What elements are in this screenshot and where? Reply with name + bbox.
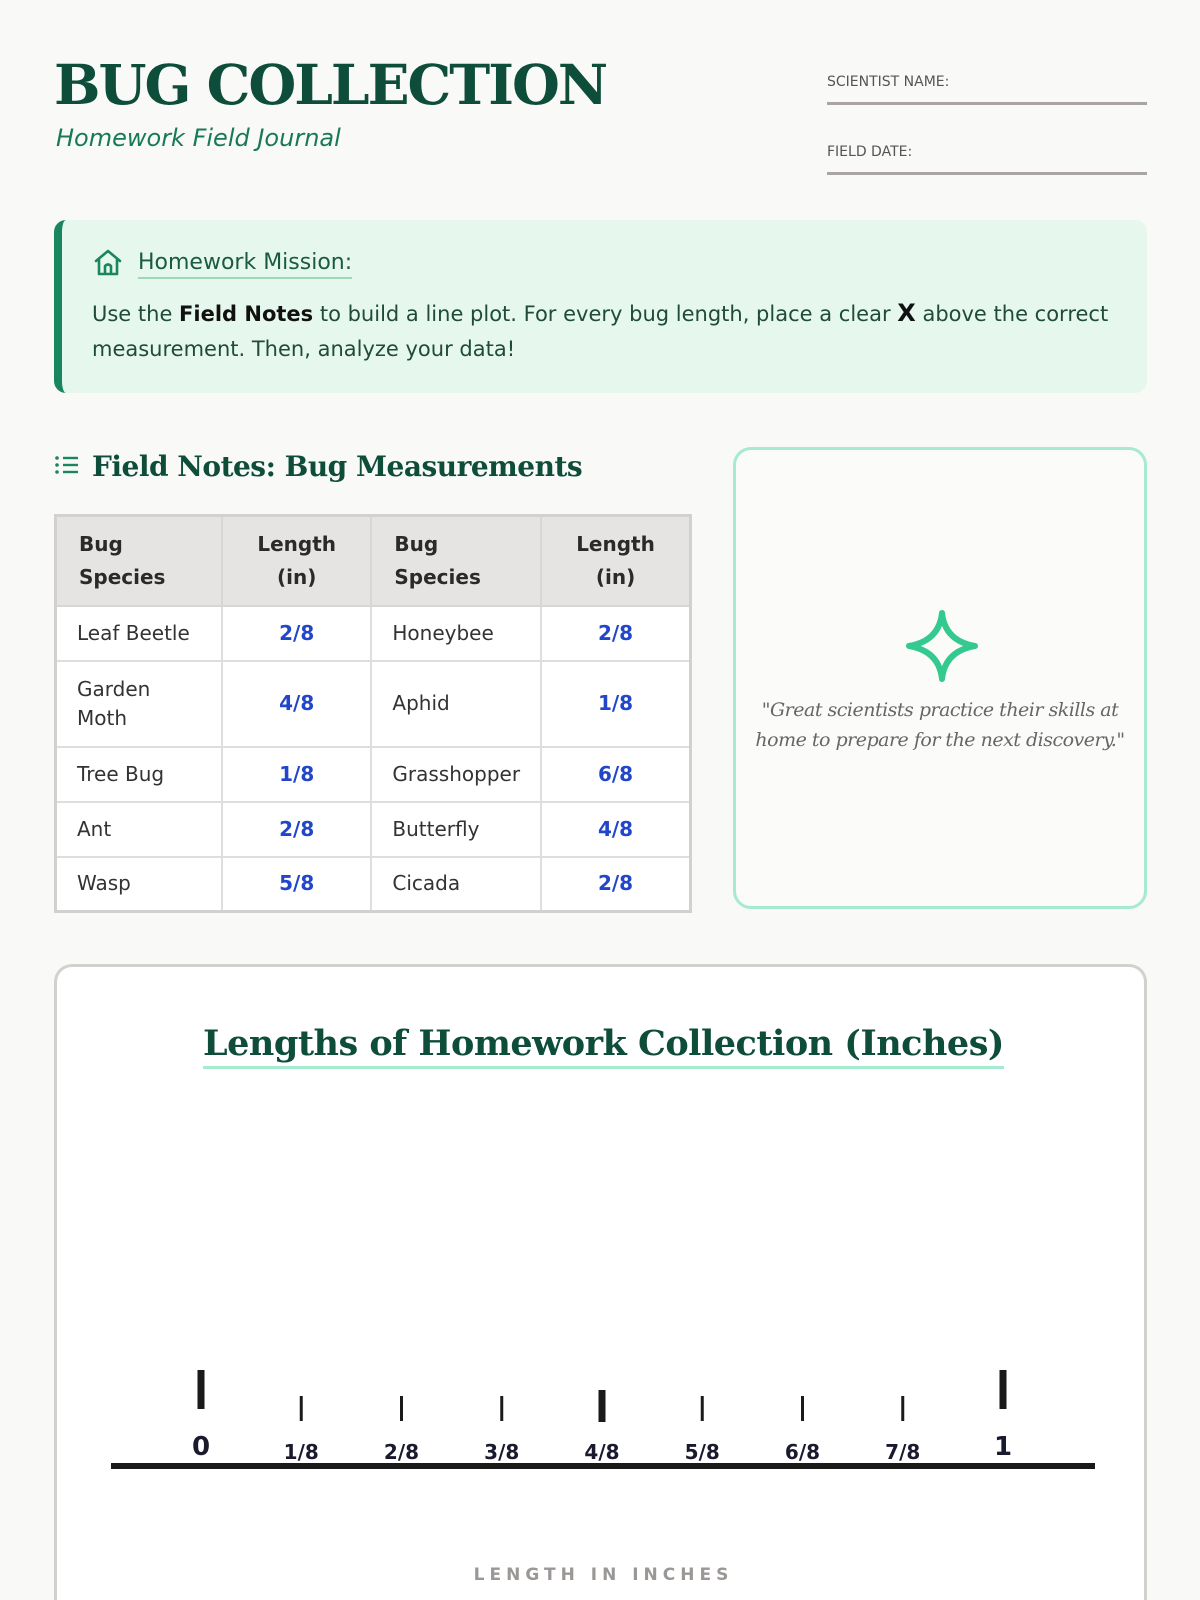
page-title: BUG COLLECTION bbox=[54, 52, 607, 117]
species-cell: Honeybee bbox=[371, 606, 541, 661]
plot-title: Lengths of Homework Collection (Inches) bbox=[203, 1023, 1004, 1069]
home-icon bbox=[92, 246, 124, 282]
column-header: Length (in) bbox=[222, 516, 371, 606]
field-date-label: FIELD DATE: bbox=[827, 144, 913, 160]
length-cell: 1/8 bbox=[541, 661, 690, 747]
field-notes-header bbox=[54, 450, 582, 483]
species-cell: Leaf Beetle bbox=[56, 606, 222, 661]
tick-label: 5/8 bbox=[684, 1440, 720, 1464]
x-axis-label: LENGTH IN INCHES bbox=[473, 1565, 734, 1585]
length-cell: 4/8 bbox=[541, 802, 690, 857]
length-cell: 2/8 bbox=[541, 857, 690, 912]
length-cell: 4/8 bbox=[222, 661, 371, 747]
field-date-field[interactable] bbox=[827, 144, 1147, 175]
tick-label: 1 bbox=[993, 1432, 1013, 1462]
line-plot-card bbox=[54, 964, 1147, 1600]
field-notes-title: Field Notes: Bug Measurements bbox=[92, 450, 583, 483]
species-cell: Ant bbox=[56, 802, 222, 857]
x-mark-symbol: X bbox=[897, 299, 916, 327]
mission-title: Homework Mission: bbox=[138, 250, 352, 279]
quote-card bbox=[733, 447, 1147, 909]
species-cell: Tree Bug bbox=[56, 747, 222, 802]
length-cell: 5/8 bbox=[222, 857, 371, 912]
species-cell: Garden Moth bbox=[56, 661, 222, 747]
table-row bbox=[56, 802, 691, 857]
quote-text: "Great scientists practice their skills at home to prepare for the next discovery." bbox=[755, 699, 1125, 751]
line-plot-chart[interactable] bbox=[57, 967, 1150, 1600]
table-row bbox=[56, 606, 691, 661]
tick-label: 6/8 bbox=[784, 1440, 821, 1464]
scientist-name-label: SCIENTIST NAME: bbox=[827, 74, 950, 90]
length-cell: 2/8 bbox=[541, 606, 690, 661]
species-cell: Wasp bbox=[56, 857, 222, 912]
species-cell: Butterfly bbox=[371, 802, 541, 857]
list-icon bbox=[54, 453, 80, 481]
column-header: Length (in) bbox=[541, 516, 690, 606]
tick-label: 0 bbox=[191, 1432, 211, 1462]
length-cell: 2/8 bbox=[222, 606, 371, 661]
scientist-name-field[interactable] bbox=[827, 74, 1147, 105]
length-cell: 1/8 bbox=[222, 747, 371, 802]
mission-instructions: Use the Field Notes to build a line plot. For every bug length, place a clear X above the correct measurement. Then, analyze your data! bbox=[92, 299, 1109, 361]
sparkle-icon bbox=[904, 608, 980, 688]
tick-label: 1/8 bbox=[283, 1440, 319, 1464]
tick-label: 7/8 bbox=[885, 1440, 921, 1464]
species-cell: Aphid bbox=[371, 661, 541, 747]
species-cell: Cicada bbox=[371, 857, 541, 912]
tick-label: 4/8 bbox=[584, 1440, 620, 1464]
page-subtitle: Homework Field Journal bbox=[56, 124, 341, 152]
table-row bbox=[56, 661, 691, 747]
bug-measurements-table bbox=[54, 514, 692, 913]
column-header: Bug Species bbox=[56, 516, 222, 606]
field-notes-emphasis: Field Notes bbox=[179, 302, 314, 326]
table-header-row bbox=[56, 516, 691, 606]
column-header: Bug Species bbox=[371, 516, 541, 606]
table-row bbox=[56, 857, 691, 912]
length-cell: 6/8 bbox=[541, 747, 690, 802]
length-cell: 2/8 bbox=[222, 802, 371, 857]
table-row bbox=[56, 747, 691, 802]
tick-label: 2/8 bbox=[383, 1440, 420, 1464]
species-cell: Grasshopper bbox=[371, 747, 541, 802]
mission-header bbox=[92, 246, 352, 282]
homework-mission-box bbox=[54, 220, 1147, 393]
tick-label: 3/8 bbox=[484, 1440, 520, 1464]
